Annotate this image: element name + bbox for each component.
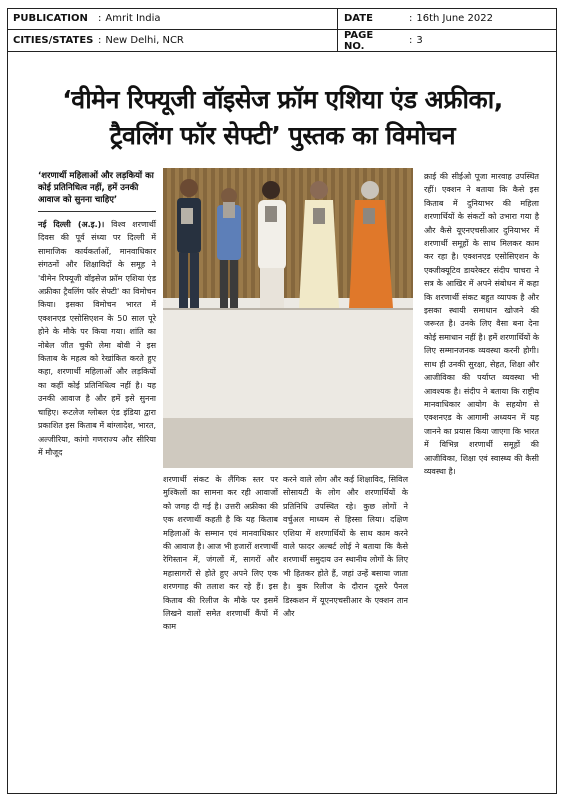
pull-quote: ‘शरणार्थी महिलाओं और लड़कियों का कोई प्रतिनिधित्व नहीं, हमें उनकी आवाज को सुनना चाहिए’: [38, 171, 154, 205]
article-column-4: [424, 170, 539, 478]
article-column-2: [163, 473, 278, 634]
headline-line-2: ट्रैवलिंग फॉर सेफ्टी’ पुस्तक का विमोचन: [109, 121, 456, 150]
colon: :: [98, 35, 102, 46]
colon: :: [98, 13, 102, 24]
colon: :: [409, 35, 413, 46]
cities-value: New Delhi, NCR: [105, 35, 184, 46]
meta-row-cities: [7, 30, 557, 52]
date-value: 16th June 2022: [416, 13, 493, 24]
page-value: 3: [416, 35, 423, 46]
article-text-4: क्राई की सीईओ पूजा मारवाह उपस्थित रहीं। एक्शन ने बताया कि कैसे इस किताब में दुनियाभर की महिला शरणार्थियों के संकटों को उभारा गया है और कैसे यूएनएचसीआर दुनियाभर में शरणार्थी समूहों के साथ मिलकर काम कर रहा है। एक्शनएड एसोसिएशन के एक्जीक्यूटिव डायरेक्टर संदीप चाचरा ने सत्र के आखिर में अपने संबोधन में कहा कि शरणार्थी संकट बहुत व्यापक है और इसका स्थायी समाधान खोजने की जरूरत है। उनके लिए वैसा बना देना कोई समाधान नहीं है। हमें शरणार्थियों के लिए सम्मानजनक व्यवस्था करनी होगी। साथ ही उनकी सुरक्षा, सेहत, शिक्षा और आजीविका की पर्याप्त व्यवस्था भी आवश्यक है। संदीप ने बताया कि राष्ट्रीय मानवाधिकार आयोग के सहयोग से एक्शनएड के आगामी अध्ययन में यह जानने का प्रयास किया जाएगा कि भारत में विभिन्न शरणार्थी समूहों की आजीविका, शिक्षा एवं स्वास्थ्य की कैसी व्यवस्था है।: [424, 172, 539, 476]
article-column-1: [38, 218, 156, 459]
meta-row-publication: [7, 8, 557, 30]
publication-label: PUBLICATION: [13, 13, 88, 24]
publication-value: Amrit India: [105, 13, 161, 24]
article-column-3: [283, 473, 408, 620]
quote-divider: [38, 211, 156, 212]
headline-line-1: ‘वीमेन रिफ्यूजी वॉइसेज फ्रॉम एशिया एंड अफ्रीका,: [62, 85, 503, 114]
date-label: DATE: [344, 13, 373, 24]
cities-label: CITIES/STATES: [13, 35, 94, 46]
publication-value-cell: [92, 8, 338, 29]
book-launch-photo: [163, 168, 413, 468]
colon: :: [409, 13, 413, 24]
cities-value-cell: [92, 30, 338, 51]
dateline: नई दिल्ली (अ.इ.)।: [38, 220, 105, 229]
article-text-1: विश्व शरणार्थी दिवस की पूर्व संध्या पर दिल्ली में सामाजिक कार्यकर्ताओं, मानवाधिकार संगठनों और शिक्षाविदों के समूह ने 'वीमेन रिफ्यूजी वॉइसेज फ्रॉम एशिया एंड अफ्रीका ट्रैवलिंग फॉर सेफ्टी' का विमोचन किया। इसका विमोचन भारत में एक्शनएड एसोसिएशन के 50 साल पूरे होने के मौके पर किया गया। शांति का नोबेल जीत चुकी लेमा बोवी ने इस किताब के महत्व को रेखांकित करते हुए कहा, शरणार्थी महिलाओं और लड़कियों का कहीं कोई प्रतिनिधित्व नहीं है। यह उनकी आवाज है और हमें इसे सुनना चाहिए। रूटलेज ग्लोबल एंड इंडिया द्वारा प्रकाशित इस किताब में बांग्लादेश, भारत, अल्जीरिया, कांगो गणराज्य और सीरिया में मौजूद: [38, 220, 156, 457]
article-text-3: करने वाले लोग और कई शिक्षाविद, सिविल सोसायटी के लोग और शरणार्थियों के प्रतिनिधि उपस्थित रहे। कुछ लोगों ने वर्चुअल माध्यम से हिस्सा लिया। दक्षिण एशिया में शरणार्थियों के साथ काम करने वाले फादर अल्बर्ट लोई ने बताया कि कैसे शरणार्थी समुदाय उन स्थानीय लोगों के लिए भी हितकर होते हैं, जहां उन्हें बसाया जाता है। बुक रिलीज के दौरान दूसरे पैनल डिस्कशन में यूएनएचसीआर के एक्शन तान और: [283, 475, 408, 619]
article-text-2: शरणार्थी संकट के लैंगिक स्तर पर मुश्किलों का सामना कर रही आवाजों को जगह दी गई है। उत्तरी अफ्रीका की एक शरणार्थी कहती है कि यह किताब महिलाओं के सम्मान एवं मानवाधिकार की आवाज है। आज भी हजारों शरणार्थी रेगिस्तान में, जंगलों में, सागरों और महासागरों से होते हुए अपने लिए एक शरणगाह की तलाश कर रहे हैं। इस किताब की रिलीज के मौके पर इसमें लिखने वालों समेत शरणार्थी कैंपों में काम: [163, 475, 278, 632]
headline: [10, 82, 555, 154]
page-label: PAGE NO.: [344, 29, 374, 52]
page-value-cell: [403, 30, 557, 51]
date-value-cell: [403, 8, 557, 29]
